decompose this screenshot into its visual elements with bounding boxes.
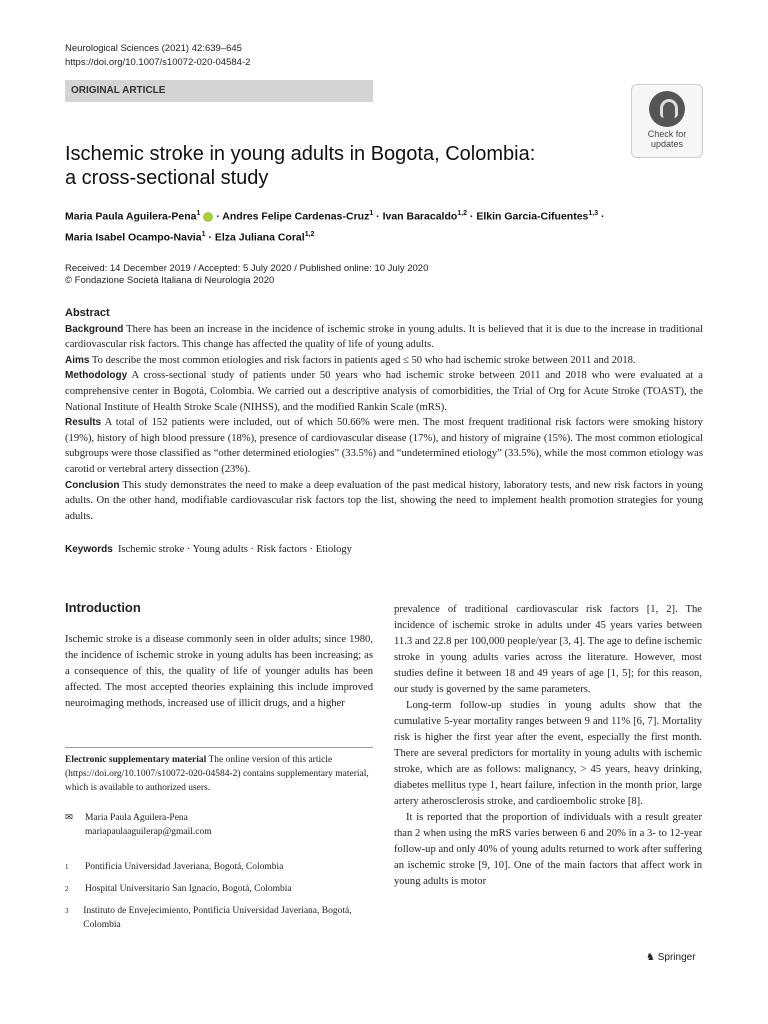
affiliation-number: 3 [65, 907, 69, 915]
affiliations [65, 860, 365, 940]
author-name[interactable]: Andres Felipe Cardenas-Cruz [222, 210, 370, 223]
copyright-line: © Fondazione Società Italiana di Neurologia 2020 [65, 275, 275, 286]
affiliation-text: Instituto de Envejecimiento, Pontificia Universidad Javeriana, Bogotá, Colombia [83, 906, 352, 930]
affiliation-number: 1 [65, 863, 69, 871]
author-sup: 1 [201, 230, 206, 238]
section-heading-introduction: Introduction [65, 600, 141, 615]
check-updates-line1: Check for [647, 129, 687, 139]
author-name[interactable]: Elkin Garcia-Cifuentes [476, 210, 589, 223]
author-sup: 1,3 [588, 210, 599, 217]
publisher-logo [646, 952, 696, 963]
paragraph: Long-term follow-up studies in young adults show that the cumulative 5-year mortality ranges between 9 and 11% [6, 7]. Mortality risk is higher the first year after the event, especially the first month. There are several predictors for mortality in young adults with ischemic stroke, which are as follows: malignancy, > 45 years, heavy drinking, diabetes mellitus type 1, heart failure, infection in the month prior, large artery atherosclerosis stroke, and cardioembolic stroke [8]. [394, 700, 702, 807]
corresponding-author [65, 811, 373, 839]
contact-name: Maria Paula Aguilera-Pena [85, 813, 188, 823]
footnote-divider [65, 747, 373, 748]
abstract-background [65, 322, 703, 353]
section-text: There has been an increase in the incidence of ischemic stroke in young adults. It is believed that it is due to the increase in traditional cardiovascular risk factors. This change has affected the quality of life of young adults. [65, 323, 703, 351]
publication-dates [65, 263, 428, 287]
springer-horse-icon: ♞ [646, 952, 655, 963]
journal-header [65, 42, 250, 70]
abstract-methodology [65, 368, 703, 415]
section-text: This study demonstrates the need to make a deep evaluation of the past medical history, laboratory tests, and new risk factors in young adults. On the other hand, modifiable cardiovascular risk factors top the list, showing the need to implement health promotion strategies for young adults. [65, 479, 703, 522]
contact-email[interactable]: mariapaulaaguilerap@gmail.com [85, 827, 212, 837]
author-sup: 1 [369, 210, 374, 217]
section-label: Aims [65, 354, 90, 366]
abstract [65, 306, 703, 524]
keywords [65, 544, 352, 555]
esm-label: Electronic supplementary material [65, 755, 207, 765]
section-label: Background [65, 323, 124, 335]
dates-line: Received: 14 December 2019 / Accepted: 5 July 2020 / Published online: 10 July 2020 [65, 263, 429, 274]
supplementary-note [65, 753, 373, 795]
author-name[interactable]: Maria Isabel Ocampo-Navia [65, 231, 202, 243]
envelope-icon: ✉ [65, 813, 73, 823]
check-updates-line2: updates [650, 139, 684, 149]
journal-doi[interactable]: https://doi.org/10.1007/s10072-020-04584-2 [65, 57, 251, 68]
abstract-results [65, 415, 703, 477]
affiliation-text: Pontificia Universidad Javeriana, Bogotá, Colombia [85, 862, 284, 872]
article-type-banner: ORIGINAL ARTICLE [65, 80, 373, 102]
title-line2: a cross-sectional study [65, 167, 269, 189]
abstract-title: Abstract [65, 307, 110, 319]
intro-column-right [394, 602, 702, 890]
paragraph: Ischemic stroke is a disease commonly seen in older adults; since 1980, the incidence of ischemic stroke in young adults has been increasing; as a consequence of this, the quality of life of younger adults has been affected. The most accepted theories explaining this include improved neuroimaging methods, increased use of illicit drugs, and a higher [65, 634, 373, 709]
author-sup: 1 [196, 210, 201, 217]
title-line1: Ischemic stroke in young adults in Bogota, Colombia: [65, 143, 536, 165]
section-text: A cross-sectional study of patients under 50 years who had ischemic stroke between 2011 and 2018 who were evaluated at a comprehensive center in Bogotá, Colombia. We carried out a descriptive analysis of comorbidities, the Trial of Org for Acute Stroke (TOAST), the National Institute of Health Stroke Scale (NIHSS), and the modified Rankin Scale (mRS). [65, 370, 703, 413]
section-label: Results [65, 417, 102, 429]
paragraph: It is reported that the proportion of individuals with a result greater than 2 when using the mRS varies between 6 and 20% in a 3- to 12-year follow-up and only 40% of young adults returned to work after suffering an ischemic stroke [9, 10]. One of the main factors that affect work in young adults is motor [394, 812, 702, 887]
section-label: Conclusion [65, 479, 120, 491]
journal-citation: Neurological Sciences (2021) 42:639–645 [65, 43, 242, 54]
affiliation-item [65, 860, 365, 874]
keywords-label: Keywords [65, 544, 113, 555]
affiliation-item [65, 882, 365, 896]
author-sup: 1,2 [457, 210, 468, 217]
section-text: To describe the most common etiologies and risk factors in patients aged ≤ 50 who had ischemic stroke between 2011 and 2018. [91, 354, 636, 366]
paragraph: prevalence of traditional cardiovascular risk factors [1, 2]. The incidence of ischemic stroke in adults under 45 years varies between 11.3 and 22.8 per 100,000 people/year [3, 4]. The age to define ischemic stroke in young adults varies across the literature. However, most studies define it between 18 and 49 years of age [1, 5]; for this reason, our study is governed by the same parameters. [394, 604, 702, 695]
keywords-text: Ischemic stroke · Young adults · Risk factors · Etiology [118, 544, 352, 555]
affiliation-number: 2 [65, 885, 69, 893]
bookmark-icon [649, 91, 685, 127]
article-title [65, 142, 585, 190]
intro-column-left [65, 632, 373, 712]
orcid-icon[interactable] [203, 212, 213, 222]
publisher-name: Springer [657, 952, 696, 963]
section-text: A total of 152 patients were included, out of which 50.66% were men. The most frequent traditional risk factors were smoking history (19%), history of high blood pressure (18%), presence of cardiovascular disease (17%), and history of migraine (15%). The most common etiological subgroups were those classified as “other determined etiologies” (33.5%) and “undetermined etiology” (33.5%), while the most common etiology was carotid or vertebral artery dissection (23%). [65, 417, 703, 475]
author-sup: 1,2 [304, 230, 315, 238]
affiliation-item [65, 904, 365, 932]
author-name[interactable]: Elza Juliana Coral [214, 231, 305, 243]
abstract-aims [65, 353, 703, 369]
esm-text: The online version of this article (https://doi.org/10.1007/s10072-020-04584-2) contains supplementary material, which is available to authorized users. [65, 755, 369, 793]
author-name[interactable]: Maria Paula Aguilera-Pena [65, 210, 197, 223]
section-label: Methodology [65, 370, 128, 382]
author-name[interactable]: Ivan Baracaldo [382, 210, 458, 223]
affiliation-text: Hospital Universitario San Ignacio, Bogotá, Colombia [85, 884, 292, 894]
author-list: Maria Paula Aguilera-Pena$^1$ · Andres Felipe Cardenas-Cruz$^1$ · Ivan Baracaldo$^{1,2}$ · Elkin Garcia-Cifuentes$^{1,3}$ · Maria Isabel Ocampo-Navia$^1$ · Elza Juliana Coral$^{1,2}$ [65, 210, 605, 243]
check-for-updates-badge[interactable] [631, 84, 703, 158]
abstract-conclusion [65, 478, 703, 525]
